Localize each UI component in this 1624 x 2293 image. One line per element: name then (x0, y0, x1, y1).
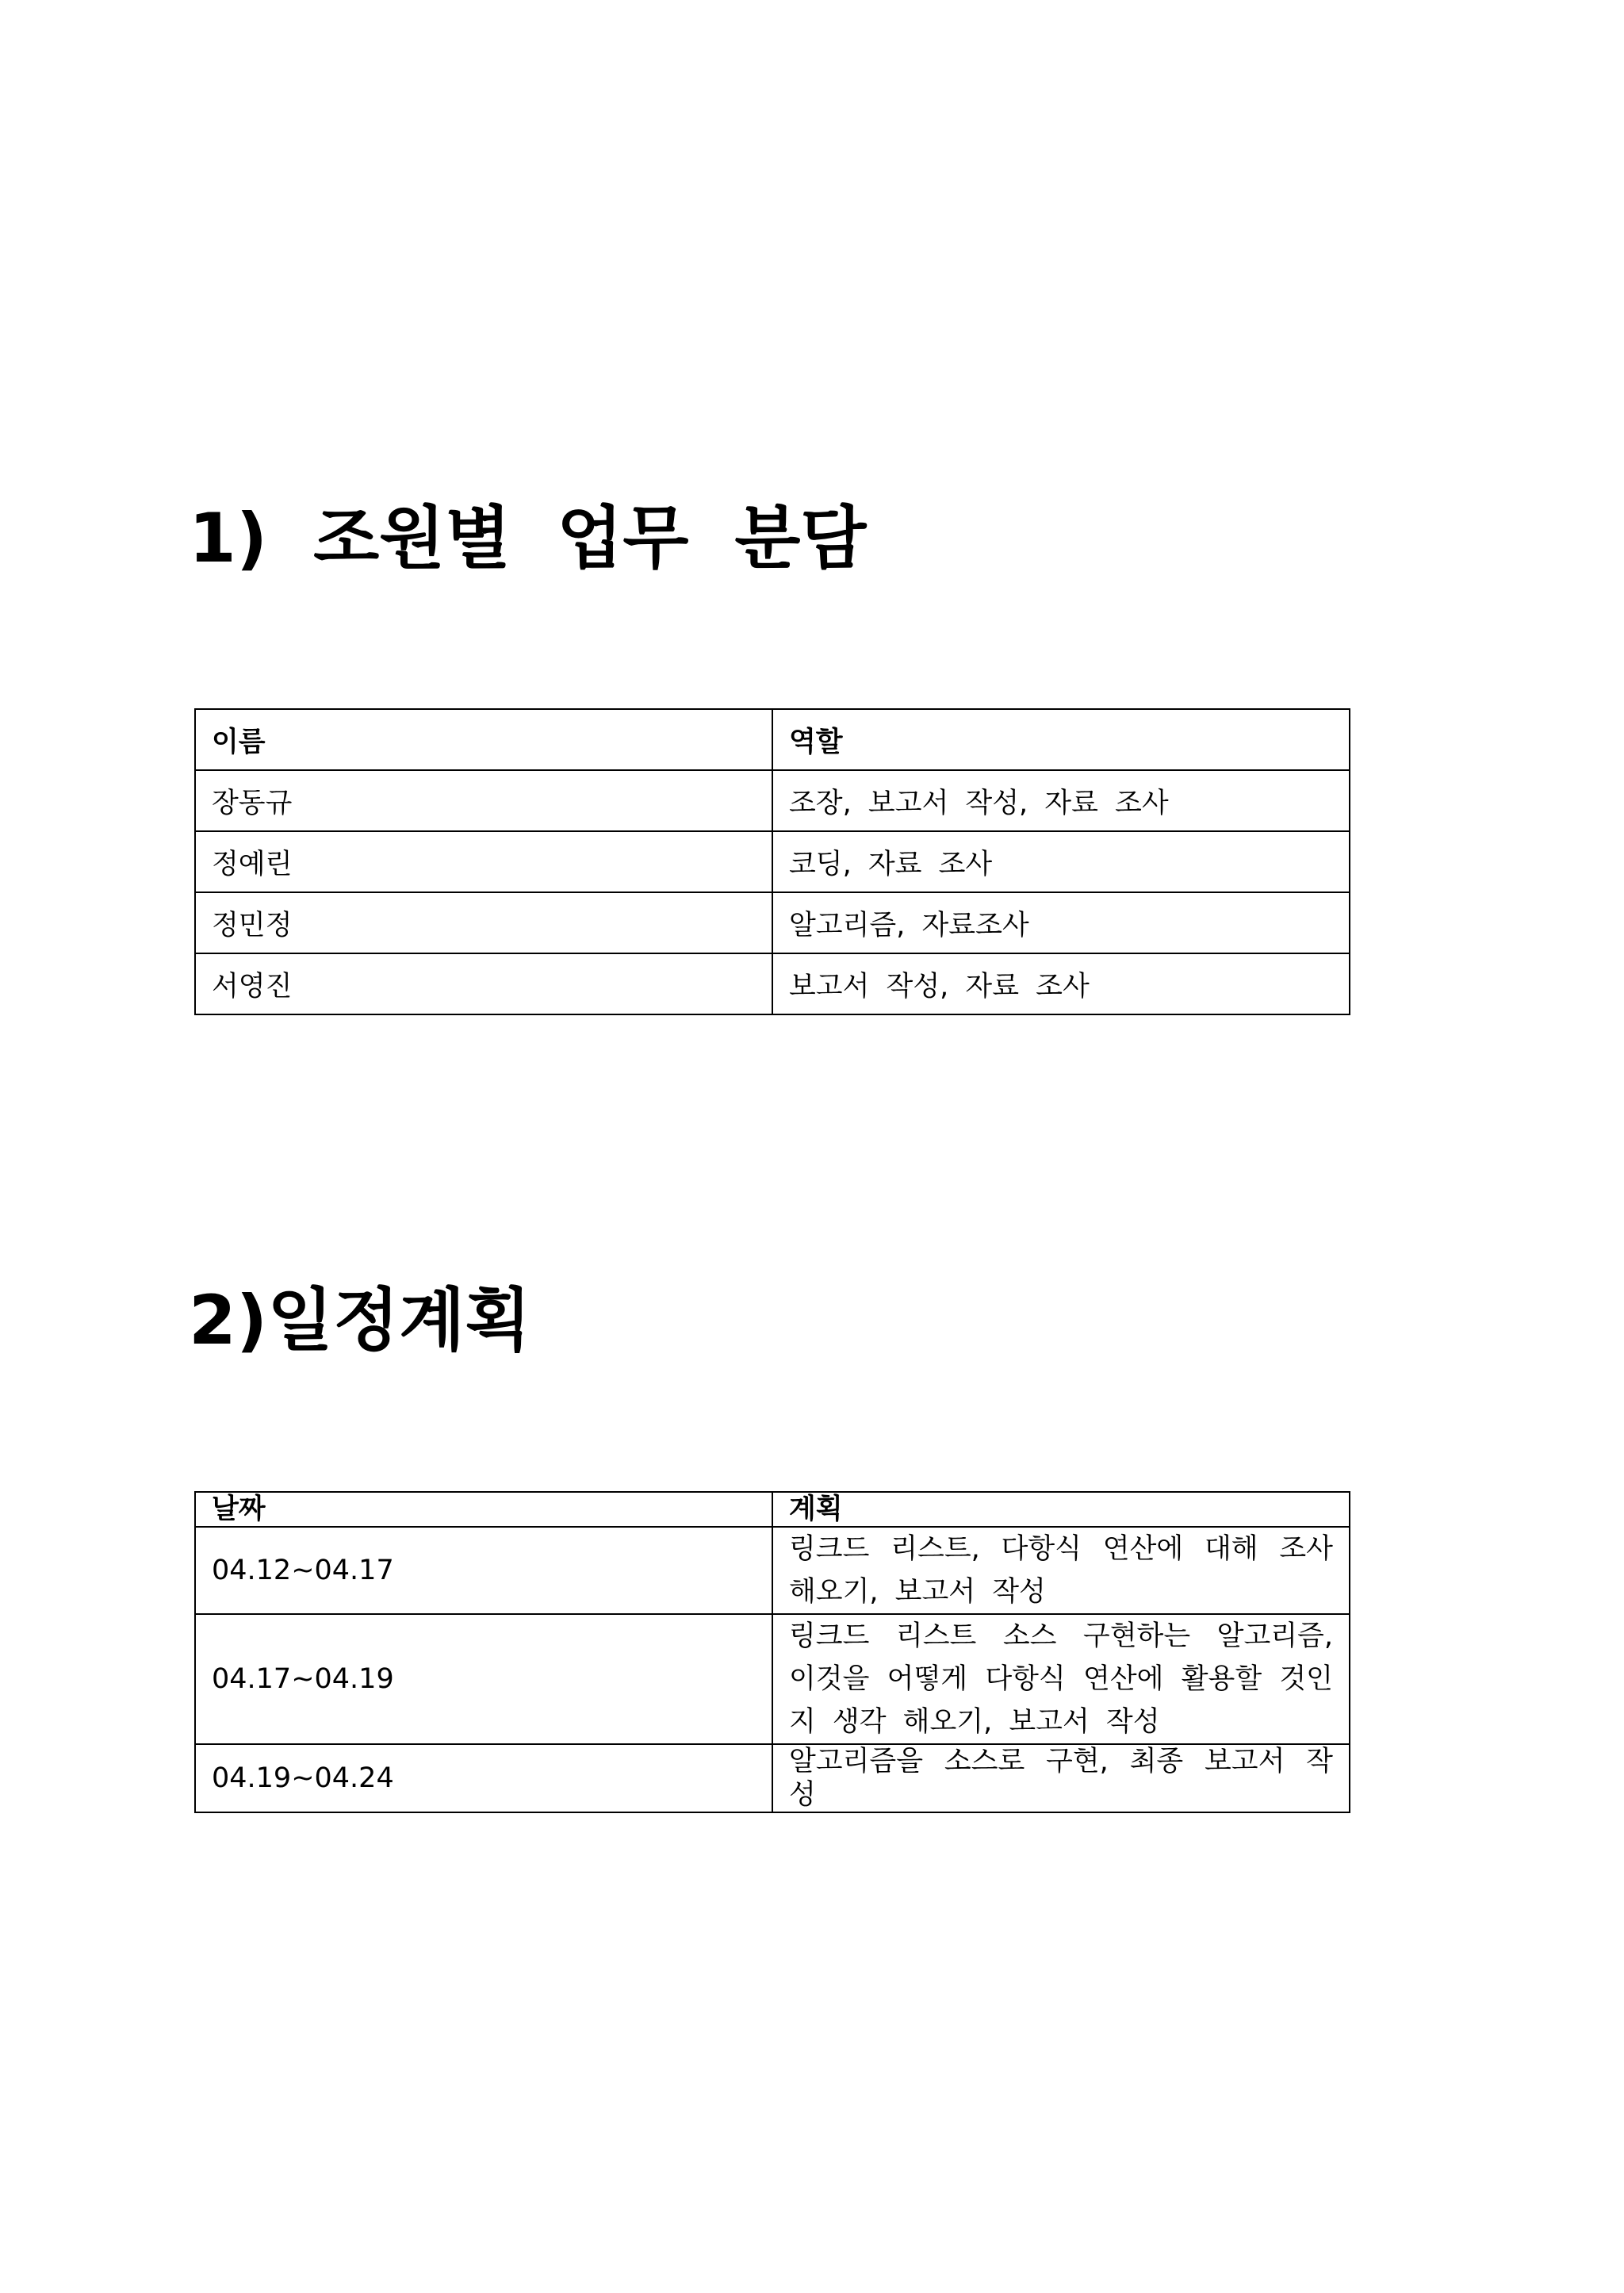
schedule-plan: 링크드 리스트 소스 구현하는 알고리즘, 이것을 어떻게 다항식 연산에 활용할 것인지 생각 해오기, 보고서 작성 (772, 1614, 1350, 1744)
role-assignment-table (194, 708, 1350, 1015)
table-header-row (195, 1492, 1350, 1527)
header-name: 이름 (195, 709, 772, 770)
member-name: 정예린 (195, 831, 772, 892)
member-role: 알고리즘, 자료조사 (772, 892, 1350, 953)
table-header-row (195, 709, 1350, 770)
schedule-date: 04.17~04.19 (195, 1614, 772, 1744)
table-row (195, 770, 1350, 831)
member-name: 장동규 (195, 770, 772, 831)
schedule-plan: 링크드 리스트, 다항식 연산에 대해 조사해오기, 보고서 작성 (772, 1527, 1350, 1614)
header-role: 역할 (772, 709, 1350, 770)
member-role: 보고서 작성, 자료 조사 (772, 953, 1350, 1014)
schedule-plan: 알고리즘을 소스로 구현, 최종 보고서 작성 (772, 1744, 1350, 1812)
table-row (195, 831, 1350, 892)
header-plan: 계획 (772, 1492, 1350, 1527)
header-date: 날짜 (195, 1492, 772, 1527)
table-row (195, 892, 1350, 953)
schedule-date: 04.12~04.17 (195, 1527, 772, 1614)
table-row (195, 1614, 1350, 1744)
member-name: 정민정 (195, 892, 772, 953)
table-row (195, 1527, 1350, 1614)
member-role: 조장, 보고서 작성, 자료 조사 (772, 770, 1350, 831)
table-row (195, 1744, 1350, 1812)
schedule-date: 04.19~04.24 (195, 1744, 772, 1812)
table-row (195, 953, 1350, 1014)
member-name: 서영진 (195, 953, 772, 1014)
schedule-table (194, 1491, 1350, 1813)
member-role: 코딩, 자료 조사 (772, 831, 1350, 892)
section2-title: 2)일정계획 (189, 1281, 531, 1360)
section1-title: 1) 조원별 업무 분담 (189, 499, 867, 578)
